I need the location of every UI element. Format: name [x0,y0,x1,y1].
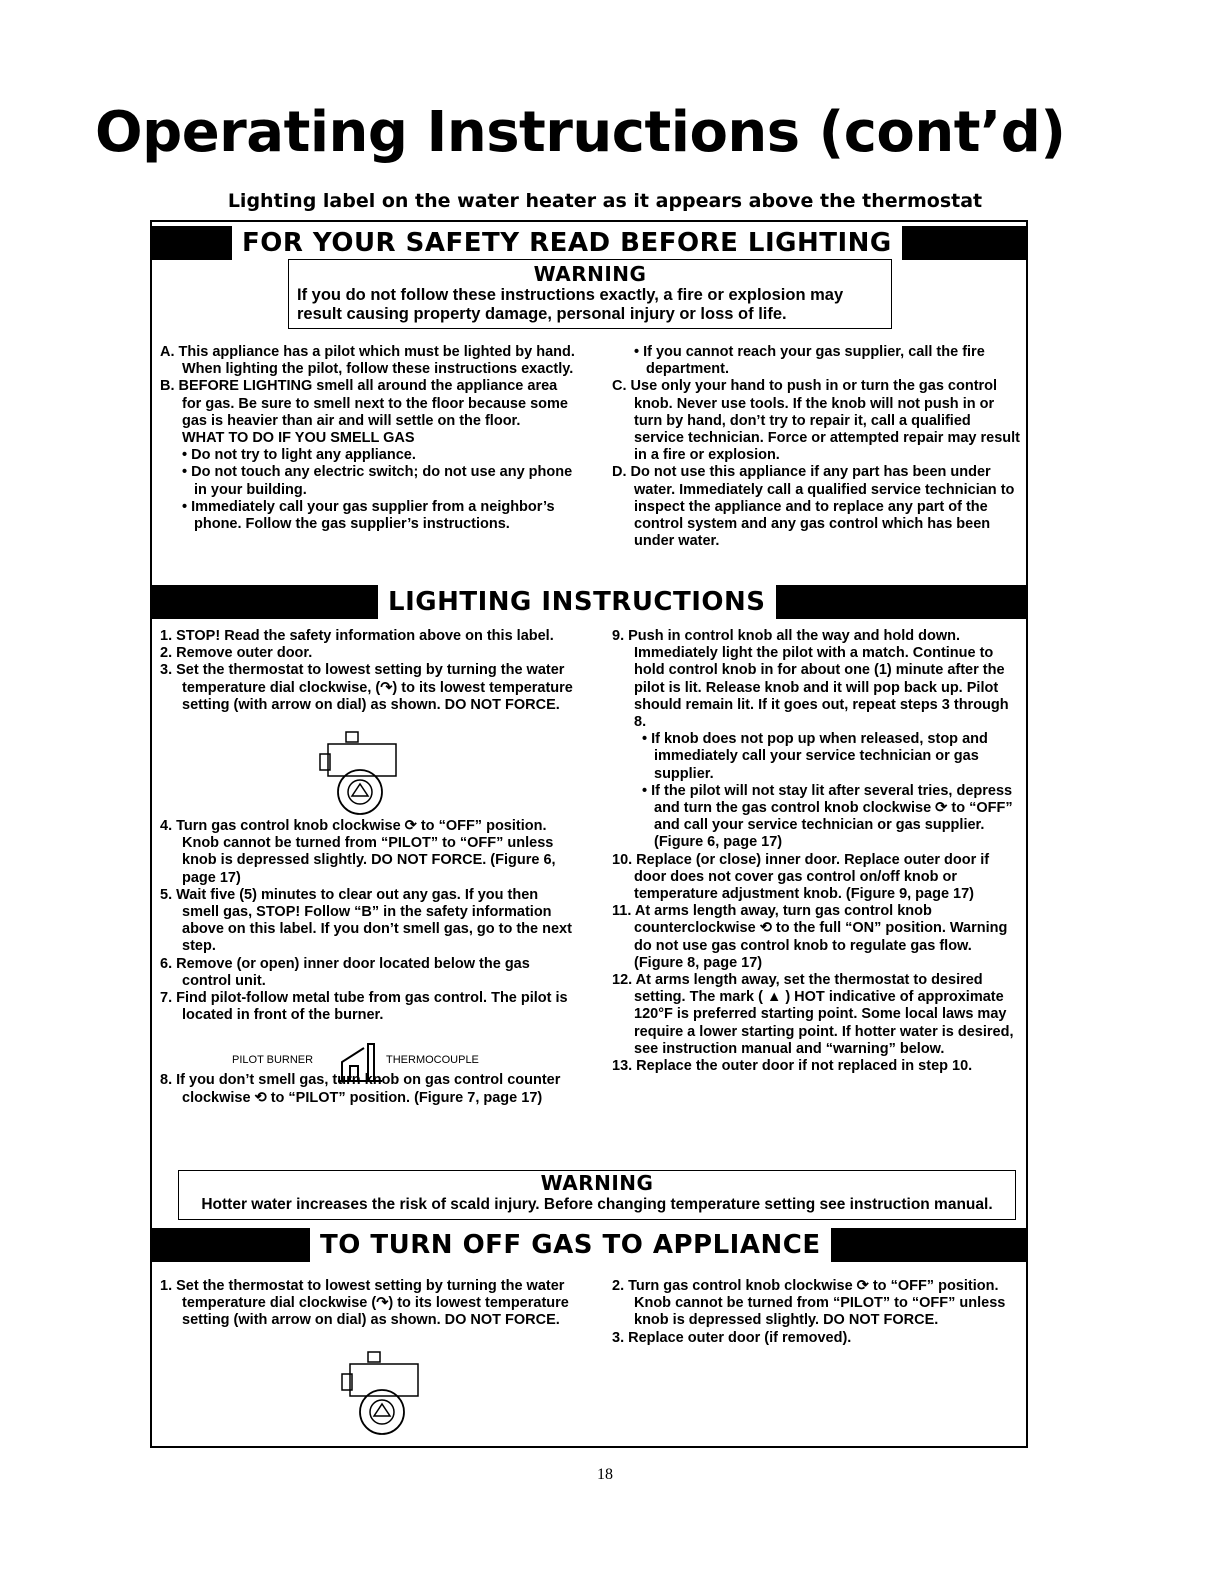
safety-right-column [612,344,1024,550]
thermocouple-label: THERMOCOUPLE [386,1054,479,1066]
safety-heading: FOR YOUR SAFETY READ BEFORE LIGHTING [232,226,902,260]
lighting-right-column [612,628,1024,1075]
safety-item-b: B. BEFORE LIGHTING smell all around the appliance area for gas. Be sure to smell next to the floor because some gas is heavier than air and will settle on the floor. [160,378,568,429]
safety-item-d: D. Do not use this appliance if any part has been under water. Immediately call a qualified service technician to inspect the appliance and to replace any part of the control system and any gas control which has been under water. [612,464,1015,550]
turnoff-right-column [612,1278,1024,1347]
turnoff-step-3: 3. Replace outer door (if removed). [612,1329,852,1346]
scald-warning-text: Hotter water increases the risk of scald injury. Before changing temperature setting see instruction manual. [201,1196,993,1213]
pilot-burner-diagram [338,1040,384,1084]
smell-gas-bullet: • Immediately call your gas supplier from a neighbor’s phone. Follow the gas supplier’s instructions. [182,498,555,533]
smell-gas-bullet: • Do not touch any electric switch; do not use any phone in your building. [182,464,573,498]
lighting-left-column [160,628,575,1107]
safety-warning-box [288,259,892,329]
thermostat-diagram [318,730,408,820]
lighting-step-8: 8. If you don’t smell gas, turn knob on gas control counter clockwise ⟲ to “PILOT” position. (Figure 7, page 17) [160,1072,561,1106]
thermostat-diagram [340,1350,430,1440]
smell-gas-bullet: • Do not try to light any appliance. [182,447,416,464]
scald-warning-title: WARNING [540,1171,654,1195]
scald-warning-box [178,1170,1016,1220]
lighting-step-7: 7. Find pilot-follow metal tube from gas control. The pilot is located in front of the burner. [160,990,568,1024]
lighting-step-5: 5. Wait five (5) minutes to clear out any gas. If you then smell gas, STOP! Follow “B” in the safety information above on this label. If you don’t smell gas, go to the next step. [160,886,572,955]
safety-item-a: A. This appliance has a pilot which must be lighted by hand. When lighting the pilot, follow these instructions exactly. [160,344,575,378]
page-title: Operating Instructions (cont’d) [95,100,1066,165]
smell-gas-heading: WHAT TO DO IF YOU SMELL GAS [182,430,415,447]
page-number: 18 [597,1466,613,1483]
lighting-step-11: 11. At arms length away, turn gas control knob counterclockwise ⟲ to the full “ON” position. Warning do not use gas control knob to regulate gas flow. (Figure 8, page 17) [612,903,1008,971]
turnoff-step-2: 2. Turn gas control knob clockwise ⟳ to “OFF” position. Knob cannot be turned from “PILOT” to “OFF” unless knob is depressed slightly. DO NOT FORCE. [612,1278,1006,1329]
lighting-step-13: 13. Replace the outer door if not replaced in step 10. [612,1058,973,1075]
lighting-step-9-bullet: • If the pilot will not stay lit after several tries, depress and turn the gas control knob clockwise ⟳ to “OFF” and call your service technician or gas supplier. (Figure 6, page 17) [642,782,1013,851]
lighting-heading: LIGHTING INSTRUCTIONS [378,585,776,619]
turnoff-step-1: 1. Set the thermostat to lowest setting by turning the water temperature dial clockwise (↷) to its lowest temperature setting (with arrow on dial) as shown. DO NOT FORCE. [160,1278,569,1329]
safety-bullet-fire-dept: • If you cannot reach your gas supplier, call the fire department. [634,344,985,378]
lighting-step-1: 1. STOP! Read the safety information above on this label. [160,628,554,644]
pilot-burner-label: PILOT BURNER [232,1054,314,1066]
lighting-step-4: 4. Turn gas control knob clockwise ⟳ to “OFF” position. Knob cannot be turned from “PILOT” to “OFF” unless knob is depressed slightly. DO NOT FORCE. (Figure 6, page 17) [160,818,556,886]
lighting-step-9-bullet: • If knob does not pop up when released, stop and immediately call your service technician or gas supplier. [642,731,988,782]
lighting-step-10: 10. Replace (or close) inner door. Replace outer door if door does not cover gas control on/off knob or temperature adjustment knob. (Figure 9, page 17) [612,851,990,903]
safety-warning-text: If you do not follow these instructions exactly, a fire or explosion may result causing property damage, personal injury or loss of life. [297,286,844,323]
turnoff-heading: TO TURN OFF GAS TO APPLIANCE [310,1228,831,1262]
safety-warning-title: WARNING [533,262,647,286]
lighting-step-9: 9. Push in control knob all the way and hold down. Immediately light the pilot with a match. Continue to hold control knob in for about one (1) minute after the pilot is lit. Release knob and it will pop back up. Pilot should remain lit. If it goes out, repeat steps 3 through 8. [612,628,1009,731]
lighting-step-2: 2. Remove outer door. [160,645,313,662]
page-subtitle: Lighting label on the water heater as it appears above the thermostat [227,190,983,212]
lighting-step-6: 6. Remove (or open) inner door located below the gas control unit. [160,955,530,989]
safety-left-column [160,344,575,533]
safety-item-c: C. Use only your hand to push in or turn the gas control knob. Never use tools. If the knob will not push in or turn by hand, don’t try to repair it, call a qualified service technician. Force or attempted repair may result in a fire or explosion. [612,378,1021,464]
lighting-step-3: 3. Set the thermostat to lowest setting by turning the water temperature dial clockwise, (↷) to its lowest temperature setting (with arrow on dial) as shown. DO NOT FORCE. [160,662,573,713]
lighting-step-12: 12. At arms length away, set the thermostat to desired setting. The mark ( ▲ ) HOT indicative of approximate 120°F is preferred starting point. Some local laws may require a lower starting point. If hotter water is desired, see instruction manual and “warning” below. [612,972,1014,1057]
turnoff-left-column [160,1278,575,1330]
